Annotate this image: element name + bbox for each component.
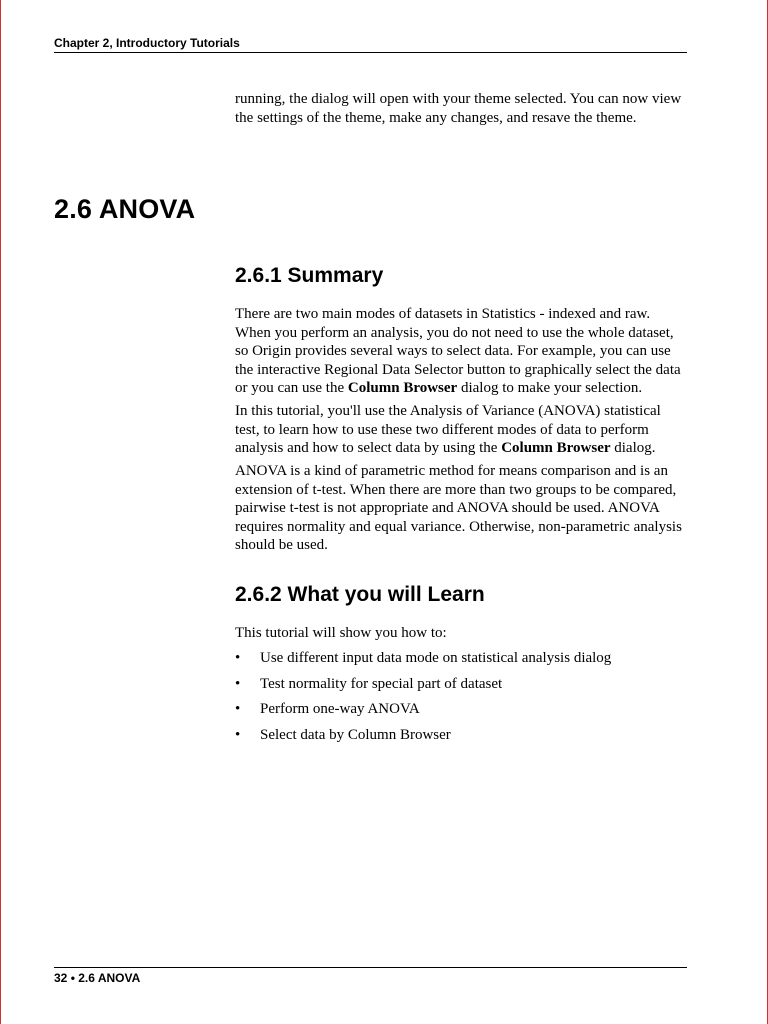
list-item: [235, 700, 687, 726]
list-item-text: Use different input data mode on statistical analysis dialog: [260, 650, 612, 666]
summary-heading: 2.6.1 Summary: [235, 264, 384, 287]
list-item-text: Perform one-way ANOVA: [260, 701, 420, 717]
list-item-text: Select data by Column Browser: [260, 726, 451, 743]
learn-list: [235, 649, 687, 751]
section-title: 2.6 ANOVA: [54, 194, 196, 224]
bullet-icon: •: [235, 650, 241, 666]
summary-paragraph-2: [235, 402, 687, 458]
learn-intro: This tutorial will show you how to:: [235, 625, 447, 641]
bullet-icon: •: [235, 701, 241, 717]
column-browser-term: Column Browser: [501, 440, 611, 456]
bullet-icon: •: [235, 675, 241, 692]
header-text: Chapter 2, Introductory Tutorials: [54, 36, 240, 50]
bullet-icon: •: [235, 726, 241, 743]
footer-separator: •: [70, 971, 75, 985]
learn-heading: 2.6.2 What you will Learn: [235, 583, 485, 606]
list-item: [235, 649, 687, 675]
page-number: 32: [54, 971, 68, 985]
column-browser-term: Column Browser: [347, 380, 458, 396]
summary-p1-text-b: dialog to make your selection.: [457, 380, 643, 396]
summary-p1-text-a: There are two main modes of datasets in Statistics - indexed and raw. When you perform an analysis, you do not need to use the whole dataset, so Origin provides several ways to select data. For example, you can use the interactive Regional Data Selector button to graphically select the data or you can use the: [235, 306, 681, 396]
running-footer: [54, 967, 687, 985]
list-item-text: Test normality for special part of dataset: [260, 675, 503, 692]
page-edge-left: [0, 0, 1, 1024]
summary-p2-text-a: In this tutorial, you'll use the Analysis of Variance (ANOVA) statistical test, to learn how to use these two different modes of data to perform analysis and how to select data by using the: [235, 403, 661, 456]
summary-p2-text-b: dialog.: [610, 440, 656, 456]
intro-paragraph: running, the dialog will open with your theme selected. You can now view the settings of the theme, make any changes, and resave the theme.: [235, 91, 682, 126]
footer-section: 2.6 ANOVA: [78, 971, 141, 985]
running-header: [54, 36, 687, 53]
list-item: [235, 726, 687, 752]
summary-paragraph-1: [235, 305, 687, 398]
list-item: [235, 675, 687, 701]
summary-paragraph-3: ANOVA is a kind of parametric method for means comparison and is an extension of t-test. When there are more than two groups to be compared, pairwise t-test is not appropriate and ANOVA should be used. ANOVA requires normality and equal variance. Otherwise, non-parametric analysis should be used.: [235, 463, 682, 553]
